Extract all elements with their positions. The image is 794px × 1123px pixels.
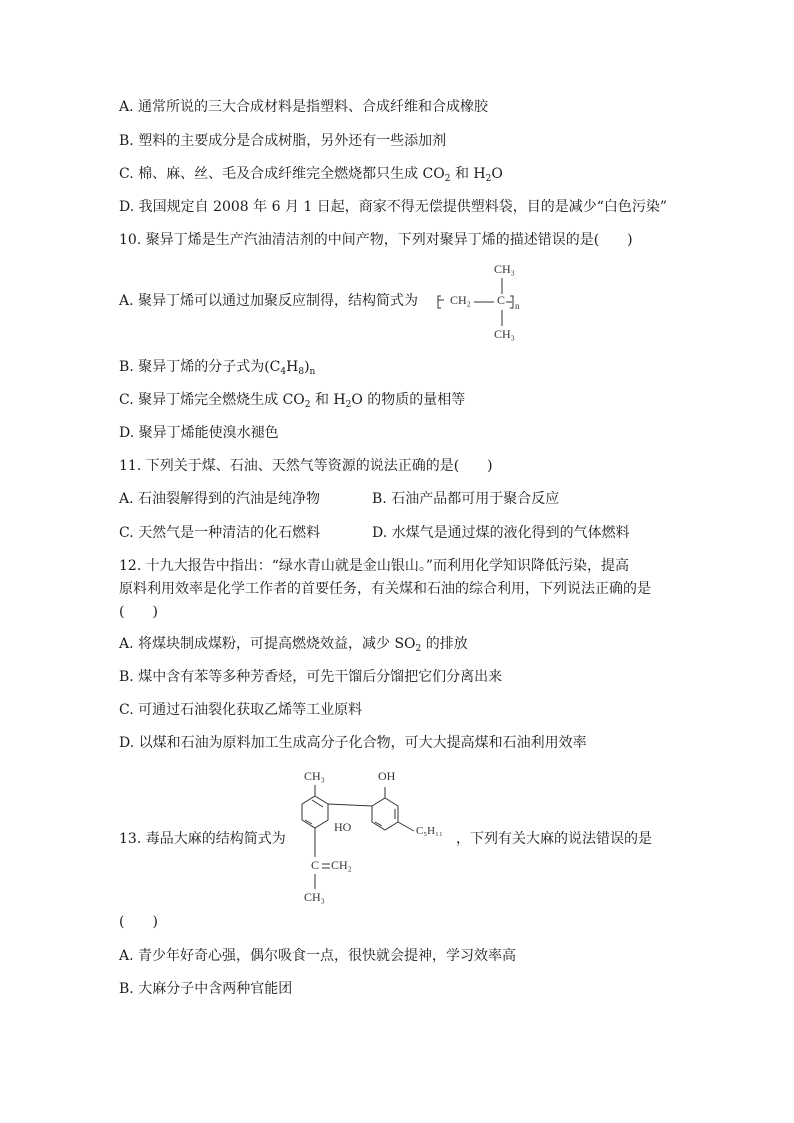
q12-option-b: B. 煤中含有苯等多种芳香烃，可先干馏后分馏把它们分离出来 [119,669,503,685]
formula-ch3-top: CH₃ [494,262,515,276]
q13-option-a: A. 青少年好奇心强，偶尔吸食一点，很快就会提神，学习效率高 [119,948,517,964]
q12-option-d: D. 以煤和石油为原料加工生成高分子化合物，可大大提高煤和石油利用效率 [119,735,587,751]
q11-option-b: B. 石油产品都可用于聚合反应 [372,491,560,507]
formula-ch3-bottom: CH₃ [494,327,515,341]
q11-option-a: A. 石油裂解得到的汽油是纯净物 [119,491,321,507]
q12-answer-paren: ( ) [119,604,158,620]
structure-ho: HO [334,820,352,834]
q10-option-c: C. 聚异丁烯完全燃烧生成 $CO_2$ 和 $H_2O$ 的物质的量相等 [119,392,466,410]
q12-option-c: C. 可通过石油裂化获取乙烯等工业原料 [119,702,363,718]
q9-option-b: B. 塑料的主要成分是合成树脂，另外还有一些添加剂 [119,133,447,149]
q11-option-c: C. 天然气是一种清洁的化石燃料 [119,525,321,541]
q11-option-d: D. 水煤气是通过煤的液化得到的气体燃料 [372,525,630,541]
structure-ch2: CH₂ [331,858,352,872]
formula-ch2: CH₂ [450,293,471,307]
q10-option-a: A. 聚异丁烯可以通过加聚反应制得，结构简式为 [119,293,419,309]
q10-option-b: B. 聚异丁烯的分子式为$(C_4H_8)_n$ [119,359,316,377]
q10-option-d: D. 聚异丁烯能使溴水褪色 [119,425,279,441]
formula-c: C [497,293,506,307]
q13-option-b: B. 大麻分子中含两种官能团 [119,981,293,997]
structure-oh-top: OH [378,769,396,783]
q10-stem: 10. 聚异丁烯是生产汽油清洁剂的中间产物，下列对聚异丁烯的描述错误的是( ) [119,232,633,248]
formula-n: n [515,301,520,311]
structure-c5h11: C₅H₁₁ [416,825,443,837]
q13-stem-post: ，下列有关大麻的说法错误的是 [456,831,652,847]
structure-c: C [311,858,320,872]
q12-option-a: A. 将煤块制成煤粉，可提高燃烧效益，减少 $SO_2$ 的排放 [119,636,468,654]
q13-answer-paren: ( ) [119,914,158,930]
q11-stem: 11. 下列关于煤、石油、天然气等资源的说法正确的是( ) [119,458,493,474]
q12-stem-line1: 12. 十九大报告中指出：“绿水青山就是金山银山。”而利用化学知识降低污染，提高 [119,558,630,574]
q9-option-a: A. 通常所说的三大合成材料是指塑料、合成纤维和合成橡胶 [119,99,489,115]
q13-stem-pre: 13. 毒品大麻的结构简式为 [119,831,286,847]
q12-stem-line2: 原料利用效率是化学工作者的首要任务，有关煤和石油的综合利用，下列说法正确的是 [119,581,651,597]
structure-ch3-bottom: CH₃ [304,890,325,904]
structure-ch3-top: CH₃ [304,769,325,783]
q9-option-d: D. 我国规定自 2008 年 6 月 1 日起，商家不得无偿提供塑料袋，目的是减少“白色污染” [119,199,668,215]
q9-option-c: C. 棉、麻、丝、毛及合成纤维完全燃烧都只生成 $CO_2$ 和 $H_2O$ [119,166,503,184]
